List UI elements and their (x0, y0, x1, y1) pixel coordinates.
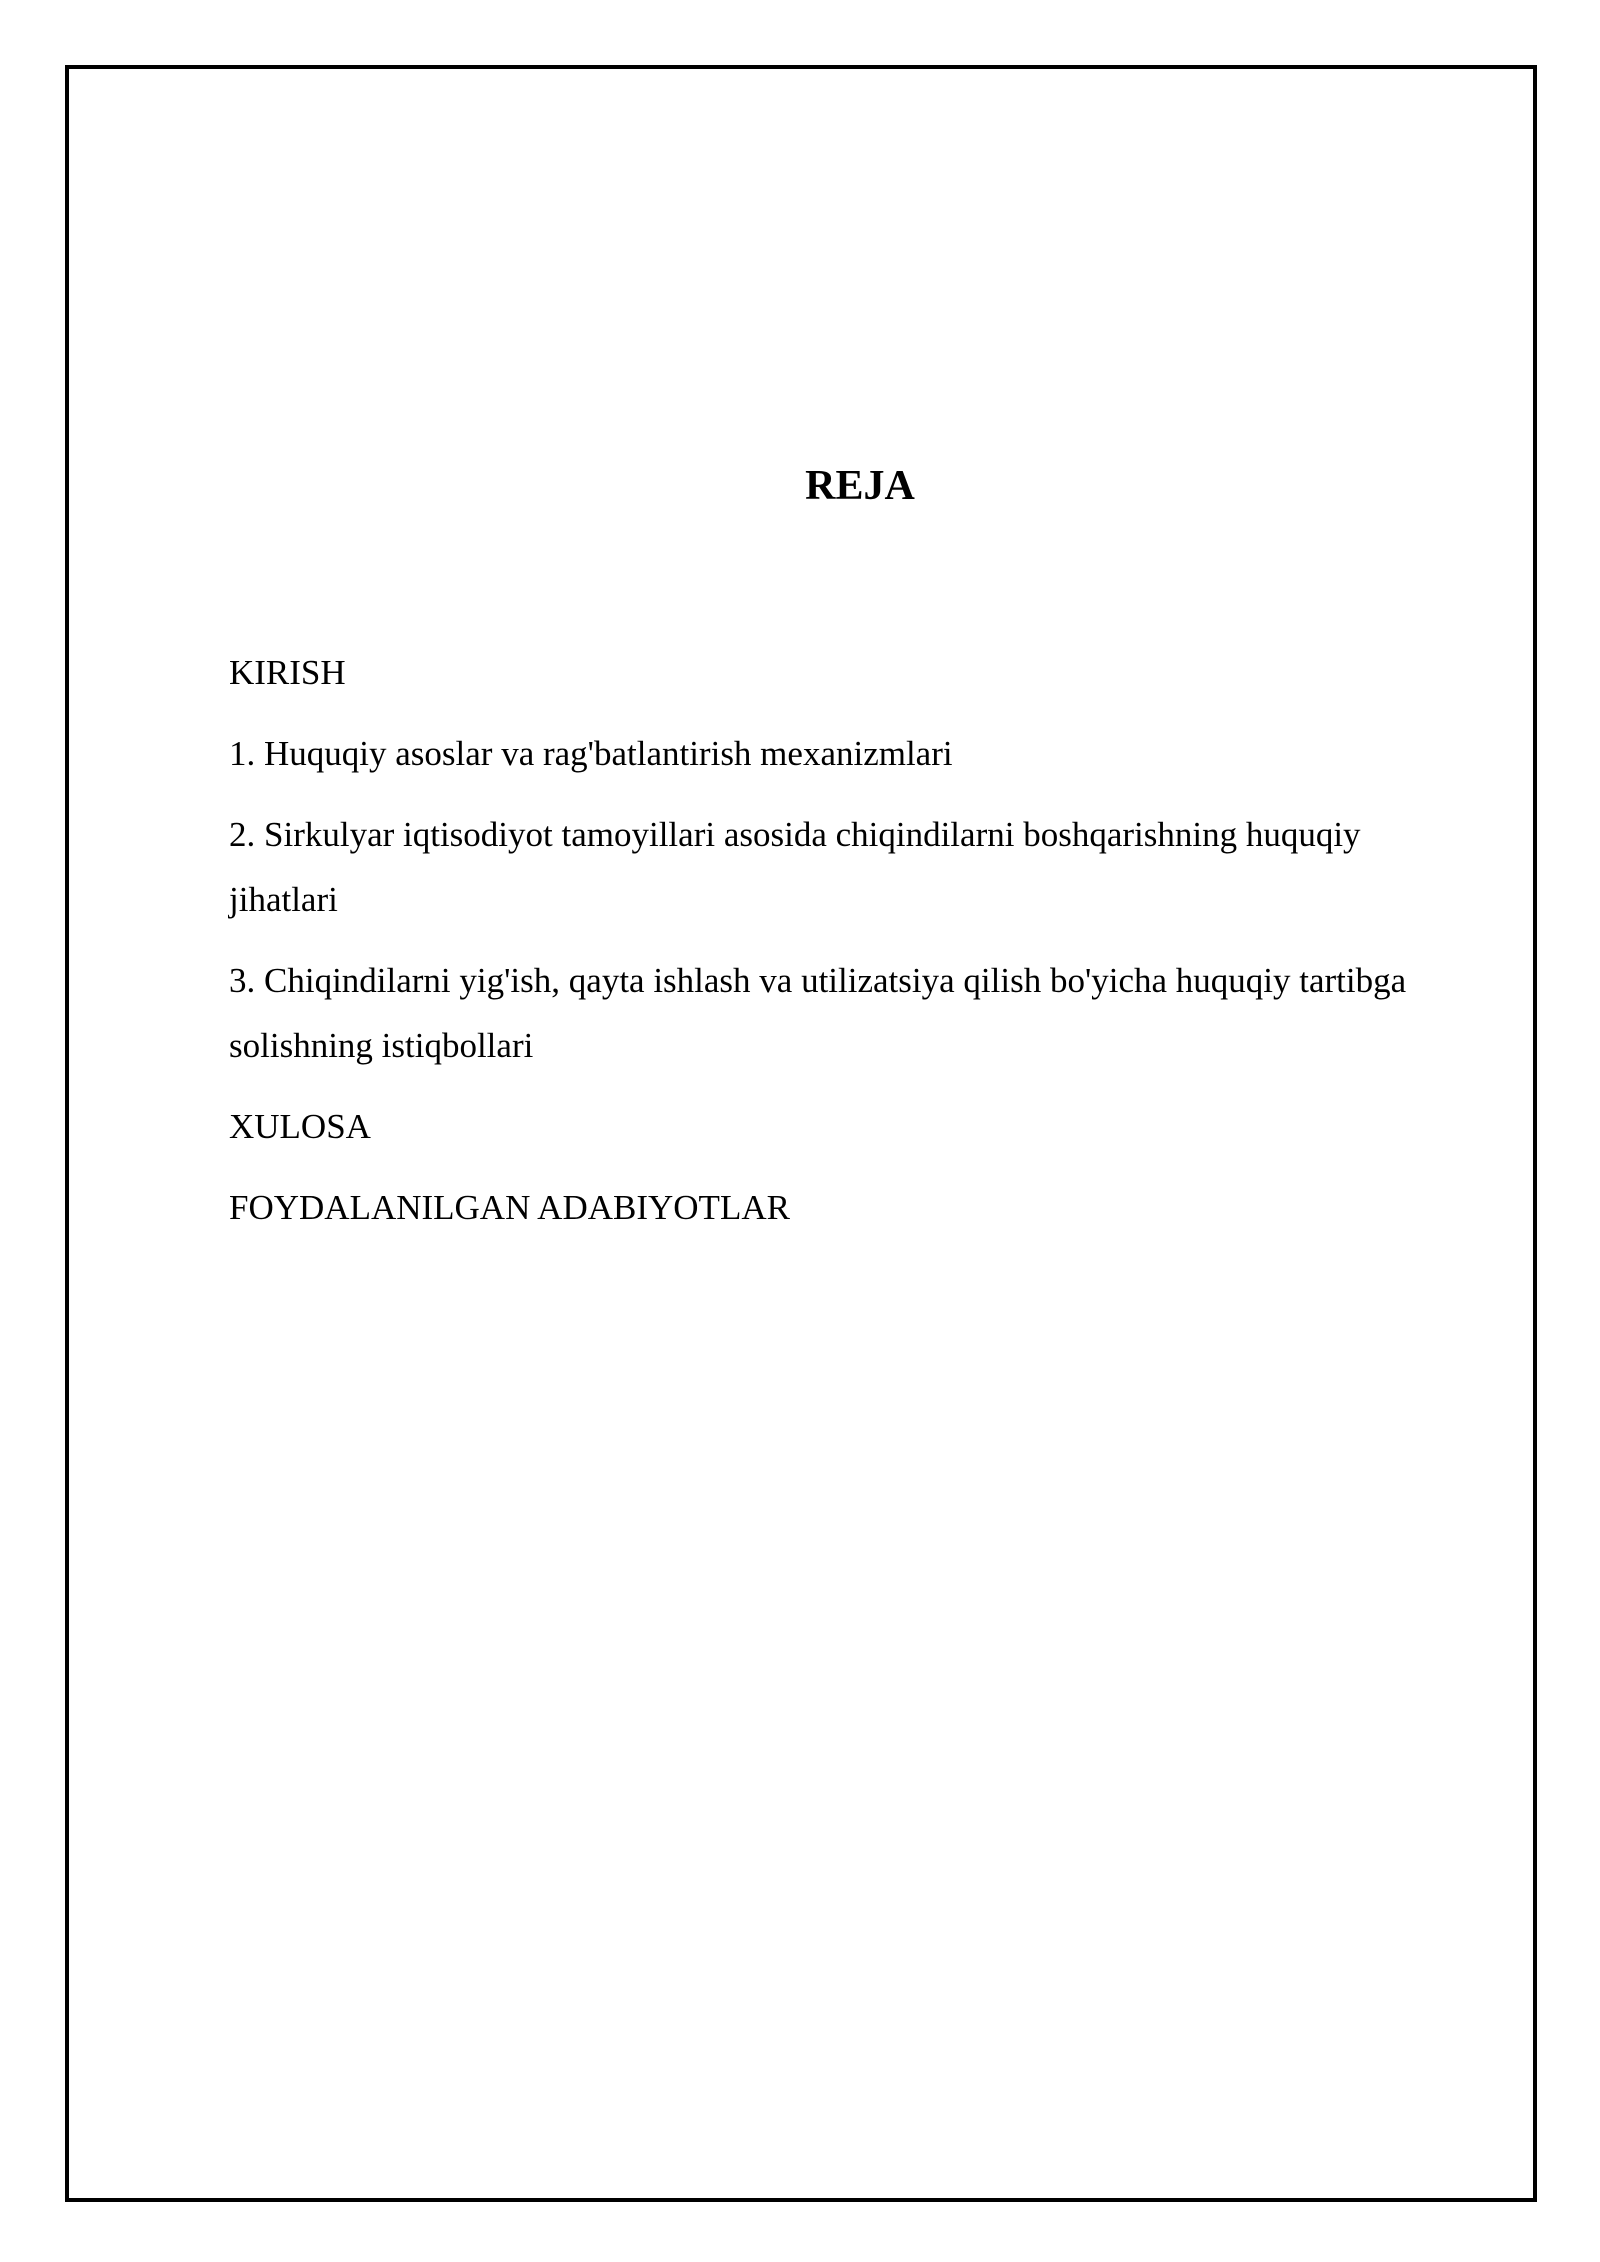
toc-item-conclusion: XULOSA (229, 1107, 371, 1146)
toc-item-1: 1. Huquqiy asoslar va rag'batlantirish mexanizmlari (229, 734, 953, 773)
toc-item-3: 3. Chiqindilarni yig'ish, qayta ishlash va utilizatsiya qilish bo'yicha huquqiy tartibga solishning istiqbollari (229, 961, 1407, 1065)
page-title: REJA (805, 463, 915, 509)
toc-item-references: FOYDALANILGAN ADABIYOTLAR (229, 1188, 790, 1227)
toc-item-2: 2. Sirkulyar iqtisodiyot tamoyillari asosida chiqindilarni boshqarishning huquqiy jihatlari (229, 815, 1361, 919)
toc-item-introduction: KIRISH (229, 653, 346, 692)
table-of-contents (229, 640, 1469, 1256)
